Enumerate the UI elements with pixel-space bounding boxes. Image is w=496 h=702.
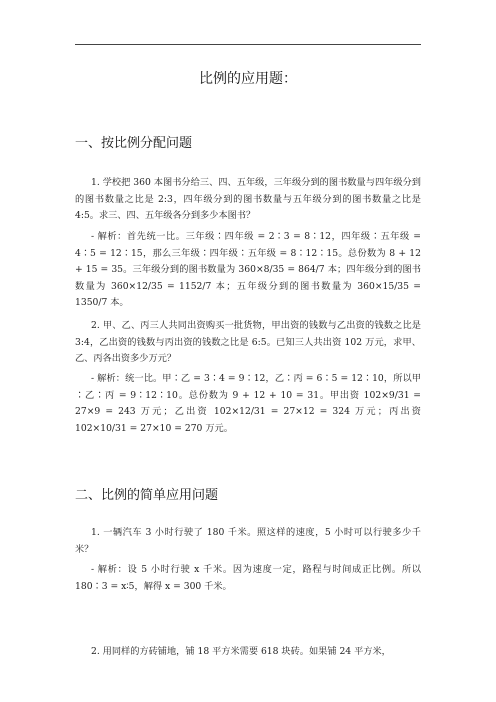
problem-1-1-question bbox=[75, 175, 421, 225]
solution-text: - 解析：统一比。甲∶乙 = 3∶4 = 9∶12，乙∶丙 = 6∶5 = 12∶10，所以甲∶乙∶丙 = 9∶12∶10。总份数为 9 + 12 + 10 = 31。甲出资 102×9/31 = 27×9 = 243 万元；乙出资 102×12/31 = 27×12 = 324 万元；丙出资 102×10/31 = 27×10 = 270 万元。 bbox=[75, 373, 421, 434]
page-title: 比例的应用题： bbox=[199, 71, 297, 87]
problem-text: 1. 学校把 360 本图书分给三、四、五年级，三年级分到的图书数量与四年级分到的图书数量之比是 2:3，四年级分到的图书数量与五年级分到的图书数量之比是 4:5。求三、四、五年级各分到多少本图书？ bbox=[75, 177, 421, 222]
solution-text: - 解析：设 5 小时行驶 x 千米。因为速度一定，路程与时间成正比例。所以 180∶3 = x∶5，解得 x = 300 千米。 bbox=[75, 564, 421, 592]
header-rule bbox=[75, 44, 421, 45]
section-heading-1: 一、按比例分配问题 bbox=[75, 136, 193, 151]
problem-1-1-solution bbox=[75, 229, 421, 312]
problem-1-2-solution bbox=[75, 371, 421, 437]
problem-text: 2. 甲、乙、丙三人共同出资购买一批货物，甲出资的钱数与乙出资的钱数之比是 3:4，乙出资的钱数与丙出资的钱数之比是 6:5。已知三人共出资 102 万元，求甲、乙、丙各出资多少万元？ bbox=[75, 320, 421, 365]
problem-2-1-solution bbox=[75, 562, 421, 595]
solution-text: - 解析：首先统一比。三年级∶四年级 = 2∶3 = 8∶12，四年级∶五年级 = 4∶5 = 12∶15，那么三年级∶四年级∶五年级 = 8∶12∶15。总份数为 8 + 12 + 15 = 35。三年级分到的图书数量为 360×8/35 = 864/7 本；四年级分到的图书数量为 360×12/35 = 1152/7 本；五年级分到的图书数量为 360×15/35 = 1350/7 本。 bbox=[75, 231, 421, 309]
problem-2-1-question bbox=[75, 525, 421, 558]
problem-text: 1. 一辆汽车 3 小时行驶了 180 千米。照这样的速度，5 小时可以行驶多少千米？ bbox=[75, 527, 421, 555]
problem-text: 2. 用同样的方砖铺地，铺 18 平方米需要 618 块砖。如果铺 24 平方米， bbox=[91, 646, 391, 657]
problem-2-2-question bbox=[75, 644, 421, 661]
section-heading-2: 二、比例的简单应用问题 bbox=[75, 488, 219, 503]
problem-1-2-question bbox=[75, 318, 421, 368]
